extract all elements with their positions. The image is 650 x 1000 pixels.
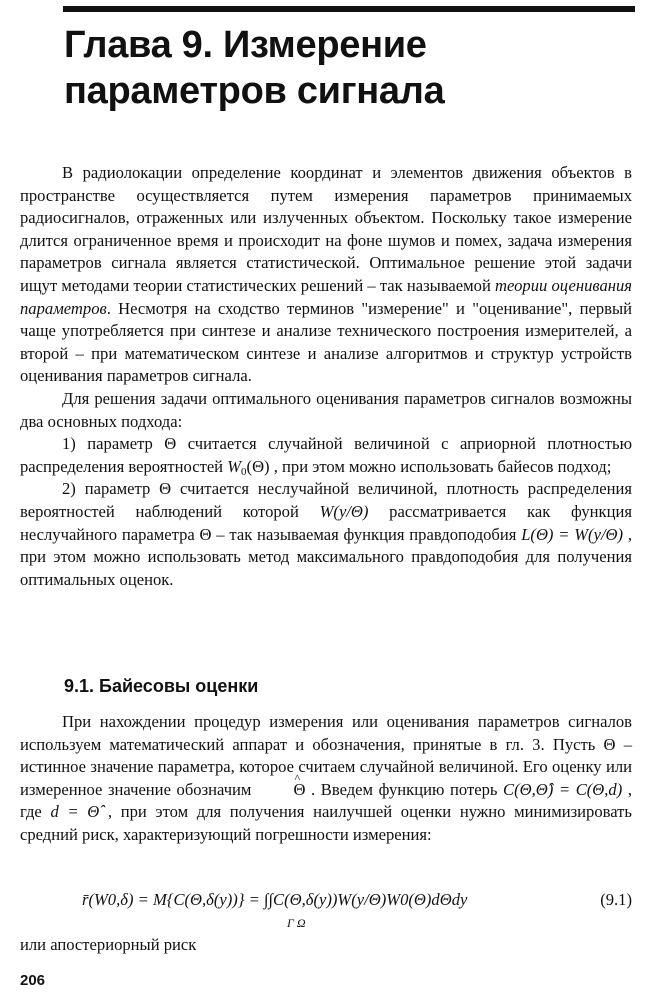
integral-limits: Γ Ω: [287, 916, 306, 930]
intro-text: [20, 162, 632, 591]
intro-paragraph-3: 1) параметр Θ считается случайной величиной с априорной плотностью распределения вероятностей $W_0(\Theta)$ , при этом можно использовать байесов подход;: [20, 434, 632, 478]
equation-formula: r̄(W0,δ) = M{C(Θ,δ(y))} = ∫∫C(Θ,δ(y))W(y/Θ)W0(Θ)dΘdy: [82, 890, 468, 909]
section-paragraph-1: При нахождении процедур измерения или оценивания параметров сигналов используем математический аппарат и обозначения, принятые в гл. 3. Пусть Θ – истинное значение параметра, которое считаем случайной величиной. Его оценку или измеренное значение обозначим^ Θ . Введем функцию потерь C(Θ,Θ̂) = C(Θ,d) , где d = Θ̂ , при этом для получения наилучшей оценки нужно минимизировать средний риск, характеризующий погрешности измерения:: [20, 711, 632, 847]
section-text: [20, 711, 632, 847]
page-number: 206: [20, 972, 46, 989]
equation-9-1: [60, 890, 632, 930]
chapter-title: Глава 9. Измерение параметров сигнала: [64, 24, 445, 112]
term-emphasis: теории оценивания параметров: [20, 275, 632, 318]
section-title: 9.1. Байесовы оценки: [64, 676, 259, 696]
intro-paragraph-4: 2) параметр Θ считается неслучайной величиной, плотность распределения вероятностей наблюдений которой W(y/Θ) рассматривается как функция неслучайного параметра Θ – так называемая функция правдоподобия L(Θ) = W(y/Θ) , при этом можно использовать метод максимального правдоподобия для получения оптимальных оценок.: [20, 479, 633, 589]
intro-paragraph-1: В радиолокации определение координат и элементов движения объектов в пространстве осуществляется путем измерения параметров принимаемых радиосигналов, отраженных или излученных объектом. Поскольку такое измерение длится ограниченное время и происходит на фоне шумов и помех, задача измерения параметров сигнала является статистической. Оптимальное решение этой задачи ищут методами теории статистических решений – так называемой теории оценивания параметров. Несмотря на сходство терминов "измерение" и "оценивание", первый чаще употребляется при синтезе и анализе технического построения измерителей, а второй – при математическом синтезе и анализе алгоритмов и структур устройств оценивания параметров сигнала.: [20, 163, 632, 386]
after-equation-text: или апостериорный риск: [20, 935, 197, 954]
equation-number: (9.1): [600, 890, 632, 909]
estimate-symbol: ^ Θ: [251, 779, 305, 802]
top-rule: [63, 6, 635, 12]
intro-paragraph-2: Для решения задачи оптимального оценивания параметров сигналов возможны два основных подхода:: [20, 388, 632, 431]
